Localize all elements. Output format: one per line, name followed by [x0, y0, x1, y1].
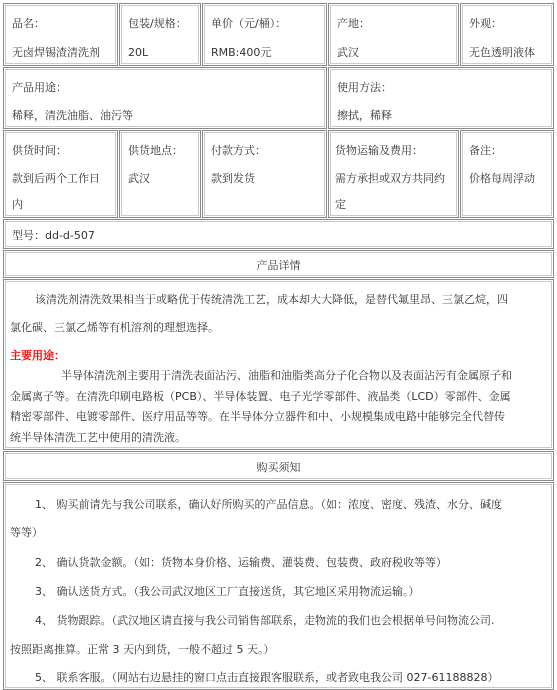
cell-method: [328, 67, 554, 129]
origin-label: 产地：: [337, 17, 370, 30]
details-header: [3, 250, 554, 278]
cell-shipping: [328, 130, 459, 218]
main-use-line1: 半导体清洗剂主要用于清洗表面沾污、油脂和油脂类高分子化合物以及表面沾污有金属原子和: [61, 369, 512, 382]
details-title: 产品详情: [256, 259, 301, 272]
supply-place-value: 武汉: [128, 172, 150, 185]
shipping-label: 货物运输及费用：: [335, 144, 423, 157]
product-name-label: 品名：: [12, 17, 45, 30]
usage-label: 产品用途：: [12, 81, 67, 94]
method-label: 使用方法：: [337, 81, 392, 94]
model-number: 型号：dd-d-507: [12, 229, 95, 242]
purchase-item-3: 3、 确认送货方式。（我公司武汉地区工厂直接送货，其它地区采用物流运输。）: [35, 585, 420, 598]
purchase-item-5: 5、 联系客服。（网站右边悬挂的窗口点击直接跟客服联系，或者致电我公司 027-61188828）: [35, 671, 499, 684]
payment-label: 付款方式：: [211, 144, 266, 157]
main-use-heading: 主要用途：: [10, 349, 65, 362]
cell-product-name: [3, 3, 118, 66]
price-value: RMB:400元: [211, 46, 272, 59]
package-label: 包装/规格：: [128, 17, 187, 30]
details-intro-line2: 氯化碳、三氯乙烯等有机溶剂的理想选择。: [10, 321, 219, 334]
cell-appearance: [460, 3, 554, 66]
shipping-value-line1: 需方承担或双方共同约: [335, 172, 445, 185]
cell-payment: [202, 130, 327, 218]
purchase-item-1-line2: 等等）: [10, 526, 43, 539]
purchase-title: 购买须知: [256, 461, 301, 474]
supply-place-label: 供货地点：: [128, 144, 183, 157]
cell-price: [202, 3, 327, 66]
usage-value: 稀释，清洗油脂、油污等: [12, 109, 133, 122]
main-use-line4: 统半导体清洗工艺中使用的清洗液。: [10, 431, 186, 444]
supply-time-value-line2: 内: [12, 198, 23, 211]
price-label: 单价（元/桶）：: [211, 17, 287, 30]
remark-value: 价格每周浮动: [469, 172, 535, 185]
details-body: [3, 279, 554, 450]
method-value: 擦拭，稀释: [337, 109, 392, 122]
appearance-label: 外观：: [469, 17, 502, 30]
product-name-value: 无卤焊锡渣清洗剂: [12, 46, 100, 59]
cell-origin: [328, 3, 459, 66]
cell-usage: [3, 67, 327, 129]
purchase-item-4-line1: 4、 货物跟踪。（武汉地区请直接与我公司销售部联系，走物流的我们也会根据单号问物流公司.: [35, 614, 495, 627]
payment-value: 款到发货: [211, 172, 255, 185]
package-value: 20L: [128, 46, 149, 59]
details-intro-line1: 该清洗剂清洗效果相当于或略优于传统清洗工艺，成本却大大降低，是替代氟里昂、三氯乙烷，四: [35, 293, 508, 306]
cell-supply-place: [119, 130, 201, 218]
purchase-item-2: 2、 确认货款金额。（如：货物本身价格、运输费、灌装费、包装费、政府税收等等）: [35, 556, 447, 569]
purchase-header: [3, 451, 554, 481]
main-use-line3: 精密零部件、电镀零部件、医疗用品等等。在半导体分立器件和中、小规模集成电路中能够完全代替传: [10, 410, 505, 423]
purchase-item-1-line1: 1、 购买前请先与我公司联系，确认好所购买的产品信息。（如：浓度、密度、残渣、水分、碱度: [35, 498, 502, 511]
cell-model: [3, 219, 554, 249]
cell-package: [119, 3, 201, 66]
remark-label: 备注：: [469, 144, 502, 157]
supply-time-value-line1: 款到后两个工作日: [12, 172, 100, 185]
origin-value: 武汉: [337, 46, 359, 59]
cell-remark: [460, 130, 554, 218]
supply-time-label: 供货时间：: [12, 144, 67, 157]
shipping-value-line2: 定: [335, 198, 346, 211]
cell-supply-time: [3, 130, 118, 218]
purchase-body: [3, 482, 554, 690]
appearance-value: 无色透明液体: [469, 46, 535, 59]
main-use-line2: 金属离子等。在清洗印刷电路板（PCB）、半导体装置、电子光学零部件、液晶类（LCD）零部件、金属: [10, 390, 511, 403]
purchase-item-4-line2: 按照距离推算。正常 3 天内到货，一般不超过 5 天。）: [10, 643, 275, 656]
